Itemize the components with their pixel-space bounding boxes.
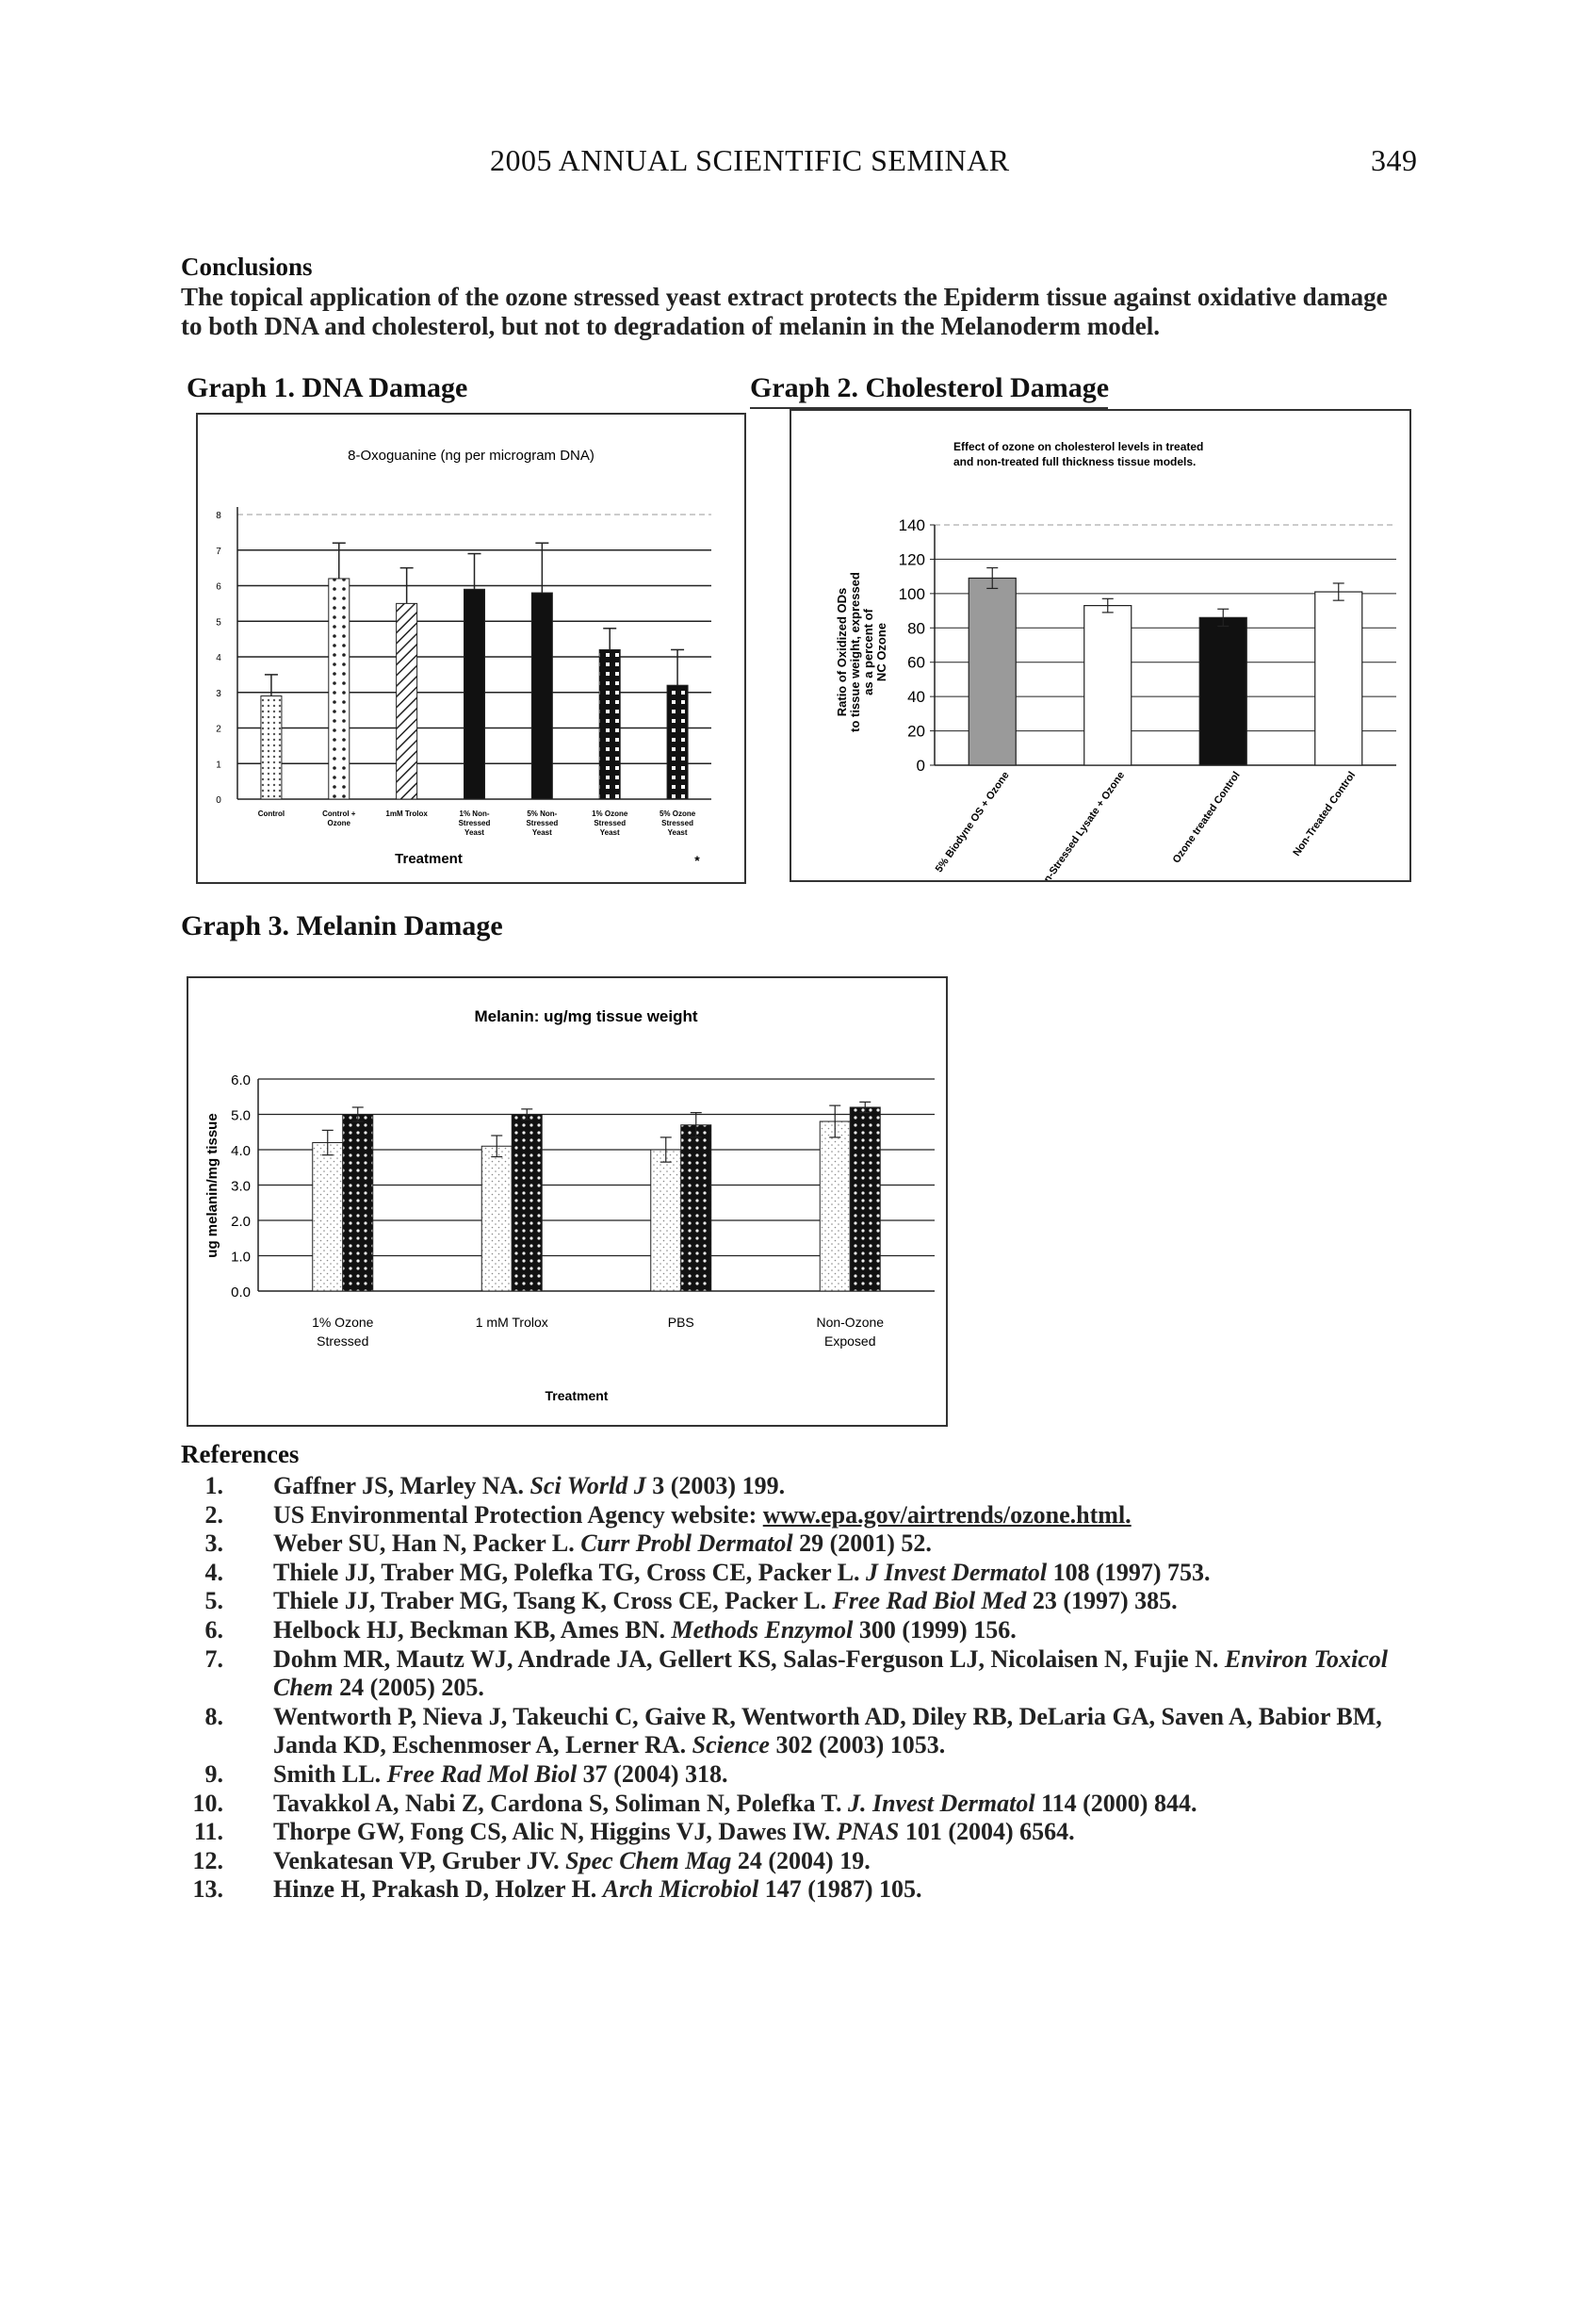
reference-text: Free Rad Mol Biol bbox=[386, 1759, 578, 1788]
reference-text: (2000) 844. bbox=[1076, 1789, 1197, 1817]
graph3-bar bbox=[512, 1115, 542, 1292]
dna-damage-chart bbox=[198, 415, 744, 882]
reference-text: 147 bbox=[764, 1875, 802, 1904]
reference-text: Methods Enzymol bbox=[671, 1615, 854, 1644]
graph1-x-tick: 1% Ozone bbox=[592, 810, 628, 818]
graph2-bar bbox=[1199, 617, 1246, 765]
reference-text: (2001) 52. bbox=[823, 1529, 932, 1558]
graph1-x-tick: Stressed bbox=[661, 819, 693, 827]
graph3-y-tick: 5.0 bbox=[231, 1107, 251, 1124]
page-number: 349 bbox=[1371, 143, 1418, 177]
graph1-x-tick: Control + bbox=[322, 810, 356, 818]
graph1-bar bbox=[599, 649, 620, 799]
reference-text: Dohm MR, Mautz WJ, Andrade JA, Gellert KS, Salas-Ferguson LJ, Nicolaisen N, Fujie N. bbox=[273, 1644, 1225, 1673]
graph1-x-tick: Stressed bbox=[594, 819, 627, 827]
conclusions-heading: Conclusions bbox=[181, 253, 313, 281]
graph3-chart-title: Melanin: ug/mg tissue weight bbox=[474, 1007, 698, 1025]
reference-text: Thiele JJ, Traber MG, Tsang K, Cross CE, Packer L. bbox=[273, 1587, 833, 1615]
reference-text: Hinze H, Prakash D, Holzer H. bbox=[273, 1875, 603, 1904]
graph2-bar bbox=[1315, 592, 1362, 765]
reference-item bbox=[181, 1760, 1415, 1790]
reference-number: 8. bbox=[204, 1702, 223, 1730]
reference-item bbox=[181, 1645, 1415, 1703]
reference-text: 300 (1999) 156. bbox=[853, 1615, 1017, 1644]
header-title: 2005 ANNUAL SCIENTIFIC SEMINAR bbox=[490, 143, 1010, 177]
reference-text: Curr Probl Dermatol bbox=[580, 1529, 793, 1558]
graph1-y-tick: 6 bbox=[216, 581, 221, 593]
reference-text: Spec Chem Mag bbox=[565, 1846, 732, 1874]
references-list bbox=[181, 1472, 1415, 1905]
reference-number: 11. bbox=[193, 1818, 223, 1846]
graph3-bar bbox=[651, 1150, 681, 1291]
reference-item bbox=[181, 1559, 1415, 1588]
graph3-x-tick: PBS bbox=[667, 1315, 694, 1330]
reference-text: Thiele JJ, Traber MG, Polefka TG, Cross CE, Packer L. bbox=[273, 1558, 867, 1586]
reference-text: (2003) 199. bbox=[664, 1472, 786, 1499]
reference-number: 7. bbox=[204, 1644, 223, 1673]
graph3-bar bbox=[313, 1143, 343, 1292]
reference-text: (1987) 105. bbox=[801, 1875, 922, 1904]
graph1-y-tick: 5 bbox=[216, 617, 221, 629]
reference-item bbox=[181, 1587, 1415, 1616]
reference-text: 3 bbox=[652, 1472, 665, 1499]
reference-text: Gaffner JS, Marley NA. bbox=[273, 1472, 530, 1499]
graph2-y-tick: 120 bbox=[898, 550, 925, 569]
graph2-y-tick: 140 bbox=[898, 516, 925, 534]
reference-number: 6. bbox=[204, 1615, 223, 1644]
graph3-x-tick: Stressed bbox=[317, 1333, 369, 1349]
reference-text: 101 bbox=[904, 1818, 942, 1846]
reference-text: Free Rad Biol Med bbox=[832, 1587, 1027, 1615]
graph1-x-tick: Yeast bbox=[599, 828, 620, 837]
graph3-x-tick: Non-Ozone bbox=[816, 1315, 885, 1330]
graph3-bar bbox=[343, 1115, 373, 1292]
graph2-heading: Graph 2. Cholesterol Damage bbox=[750, 372, 1110, 403]
graph1-y-tick: 3 bbox=[216, 688, 221, 699]
reference-text: 24 bbox=[737, 1846, 762, 1874]
graph2-x-tick: Non-Treated Control bbox=[1291, 769, 1359, 859]
graph1-x-tick: Ozone bbox=[327, 819, 351, 827]
graph2-y-tick: 0 bbox=[916, 757, 925, 775]
graph1-x-tick: Yeast bbox=[464, 828, 484, 837]
graph1-x-tick: 1% Non- bbox=[459, 810, 490, 818]
graph3-box bbox=[187, 976, 948, 1427]
graph3-y-tick: 4.0 bbox=[231, 1143, 251, 1159]
references-heading: References bbox=[181, 1440, 300, 1468]
reference-item bbox=[181, 1501, 1415, 1530]
graph3-bar bbox=[820, 1121, 850, 1291]
reference-item bbox=[181, 1847, 1415, 1876]
reference-text: Weber SU, Han N, Packer L. bbox=[273, 1529, 581, 1558]
reference-text: Thorpe GW, Fong CS, Alic N, Higgins VJ, Dawes IW. bbox=[273, 1818, 837, 1846]
reference-number: 10. bbox=[192, 1789, 223, 1817]
reference-text: US Environmental Protection Agency website: bbox=[273, 1500, 763, 1529]
reference-item bbox=[181, 1703, 1415, 1760]
reference-text: 24 bbox=[339, 1674, 365, 1702]
graph2-y-tick: 60 bbox=[907, 653, 925, 672]
graph1-bar bbox=[261, 696, 282, 799]
reference-text: 37 (2004) 318. bbox=[577, 1759, 728, 1788]
graph1-heading: Graph 1. DNA Damage bbox=[187, 372, 468, 403]
reference-text: 114 bbox=[1041, 1789, 1077, 1817]
graph3-heading: Graph 3. Melanin Damage bbox=[181, 910, 503, 941]
reference-item bbox=[181, 1616, 1415, 1645]
graph1-y-tick: 8 bbox=[216, 511, 221, 521]
graph1-y-tick: 4 bbox=[216, 653, 221, 663]
reference-number: 12. bbox=[192, 1846, 223, 1874]
reference-item bbox=[181, 1818, 1415, 1847]
reference-text: 108 bbox=[1052, 1558, 1090, 1586]
graph2-y-tick: 40 bbox=[907, 688, 925, 707]
reference-number: 2. bbox=[204, 1500, 223, 1529]
graph1-box bbox=[196, 413, 746, 884]
graph2-y-tick: 100 bbox=[898, 584, 925, 603]
graph2-x-tick: 5% Non-Stressed Lysate + Ozone bbox=[1023, 769, 1128, 880]
graph3-x-tick: 1 mM Trolox bbox=[475, 1315, 548, 1330]
graph1-bar bbox=[531, 593, 552, 799]
graph1-bar bbox=[397, 603, 417, 799]
graph3-y-label: ug melanin/mg tissue bbox=[204, 1113, 220, 1258]
reference-number: 13. bbox=[192, 1875, 223, 1904]
graph3-x-label: Treatment bbox=[545, 1388, 609, 1403]
graph1-x-label: Treatment bbox=[395, 851, 463, 867]
graph2-box bbox=[790, 409, 1411, 882]
reference-text: J Invest Dermatol bbox=[866, 1558, 1048, 1586]
graph2-chart-title: Effect of ozone on cholesterol levels in treated and non-treated full thickness tissue models. bbox=[953, 440, 1204, 468]
melanin-damage-chart bbox=[188, 978, 946, 1425]
reference-text: (2004) 19. bbox=[761, 1846, 871, 1874]
graph3-bar bbox=[681, 1125, 711, 1291]
graph3-y-tick: 3.0 bbox=[231, 1178, 251, 1195]
graph2-bar bbox=[1084, 606, 1132, 765]
reference-number: 4. bbox=[204, 1558, 223, 1586]
reference-text: (1997) 753. bbox=[1089, 1558, 1211, 1586]
reference-text: Smith LL. bbox=[273, 1759, 387, 1788]
graph1-x-tick: Stressed bbox=[526, 819, 559, 827]
graph2-x-tick: Ozone treated Control bbox=[1170, 769, 1243, 866]
graph3-y-tick: 6.0 bbox=[231, 1072, 251, 1088]
reference-text: (2004) 6564. bbox=[941, 1818, 1075, 1846]
graph1-y-tick: 7 bbox=[216, 546, 221, 557]
graph2-y-tick: 80 bbox=[907, 619, 925, 638]
reference-text: 302 (2003) 1053. bbox=[769, 1731, 946, 1759]
graph3-y-tick: 2.0 bbox=[231, 1214, 251, 1230]
reference-text: Helbock HJ, Beckman KB, Ames BN. bbox=[273, 1615, 672, 1644]
reference-text: Science bbox=[692, 1731, 770, 1759]
reference-number: 3. bbox=[204, 1529, 223, 1558]
reference-text: (2005) 205. bbox=[364, 1674, 484, 1702]
graph3-x-tick: 1% Ozone bbox=[312, 1315, 374, 1330]
graph3-y-tick: 0.0 bbox=[231, 1284, 251, 1300]
graph1-x-tick: Control bbox=[257, 810, 285, 818]
graph3-bar bbox=[481, 1146, 512, 1291]
graph1-x-tick: 5% Non- bbox=[527, 810, 558, 818]
reference-text: Environ Toxicol Chem bbox=[273, 1644, 1389, 1702]
graph1-x-tick: Yeast bbox=[531, 828, 552, 837]
graph2-bar bbox=[969, 578, 1016, 765]
conclusions-text: The topical application of the ozone stressed yeast extract protects the Epiderm tissue against oxidative damage to both DNA and cholesterol, but not to degradation of melanin in the Melanoderm model. bbox=[181, 283, 1388, 340]
graph1-x-tick: Yeast bbox=[667, 828, 688, 837]
graph1-footnote: * bbox=[694, 853, 700, 868]
graph1-x-tick: 1mM Trolox bbox=[385, 810, 428, 818]
reference-text: J. Invest Dermatol bbox=[847, 1789, 1035, 1817]
reference-text: 29 bbox=[799, 1529, 824, 1558]
reference-text: Sci World J bbox=[529, 1472, 646, 1499]
reference-number: 1. bbox=[204, 1472, 223, 1499]
graph1-y-tick: 2 bbox=[216, 724, 221, 735]
graph3-bar bbox=[850, 1107, 880, 1291]
reference-text: (1997) 385. bbox=[1056, 1587, 1178, 1615]
graph1-bar bbox=[667, 685, 688, 799]
reference-text: 23 bbox=[1032, 1587, 1057, 1615]
graph1-bar bbox=[329, 579, 350, 799]
reference-number: 9. bbox=[204, 1759, 223, 1788]
graph1-y-tick: 0 bbox=[216, 795, 221, 806]
reference-text: Wentworth P, Nieva J, Takeuchi C, Gaive R, Wentworth AD, Diley RB, DeLaria GA, Saven A, Babior BM, Janda KD, Eschenmoser A, Lerner RA. bbox=[273, 1702, 1382, 1759]
reference-link[interactable]: www.epa.gov/airtrends/ozone.html. bbox=[762, 1500, 1132, 1529]
reference-text: Venkatesan VP, Gruber JV. bbox=[273, 1846, 566, 1874]
graph2-y-tick: 20 bbox=[907, 722, 925, 741]
graph1-x-tick: 5% Ozone bbox=[659, 810, 696, 818]
reference-item bbox=[181, 1472, 1415, 1501]
graph1-y-tick: 1 bbox=[216, 760, 221, 771]
cholesterol-damage-chart bbox=[791, 411, 1409, 880]
reference-text: Tavakkol A, Nabi Z, Cardona S, Soliman N, Polefka T. bbox=[273, 1789, 848, 1817]
graph1-x-tick: Stressed bbox=[458, 819, 491, 827]
graph3-x-tick: Exposed bbox=[824, 1333, 876, 1349]
reference-number: 5. bbox=[204, 1587, 223, 1615]
graph3-y-tick: 1.0 bbox=[231, 1249, 251, 1266]
reference-item bbox=[181, 1529, 1415, 1559]
reference-item bbox=[181, 1875, 1415, 1905]
graph2-x-tick: 5% Biodyne OS + Ozone bbox=[933, 769, 1012, 875]
reference-text: PNAS bbox=[836, 1818, 900, 1846]
graph1-chart-title: 8-Oxoguanine (ng per microgram DNA) bbox=[348, 448, 594, 464]
graph1-bar bbox=[464, 589, 485, 799]
reference-text: Arch Microbiol bbox=[602, 1875, 759, 1904]
reference-item bbox=[181, 1790, 1415, 1819]
graph2-y-label: Ratio of Oxidized ODsto tissue weight, expressedas a percent ofNC Ozone bbox=[835, 572, 888, 732]
